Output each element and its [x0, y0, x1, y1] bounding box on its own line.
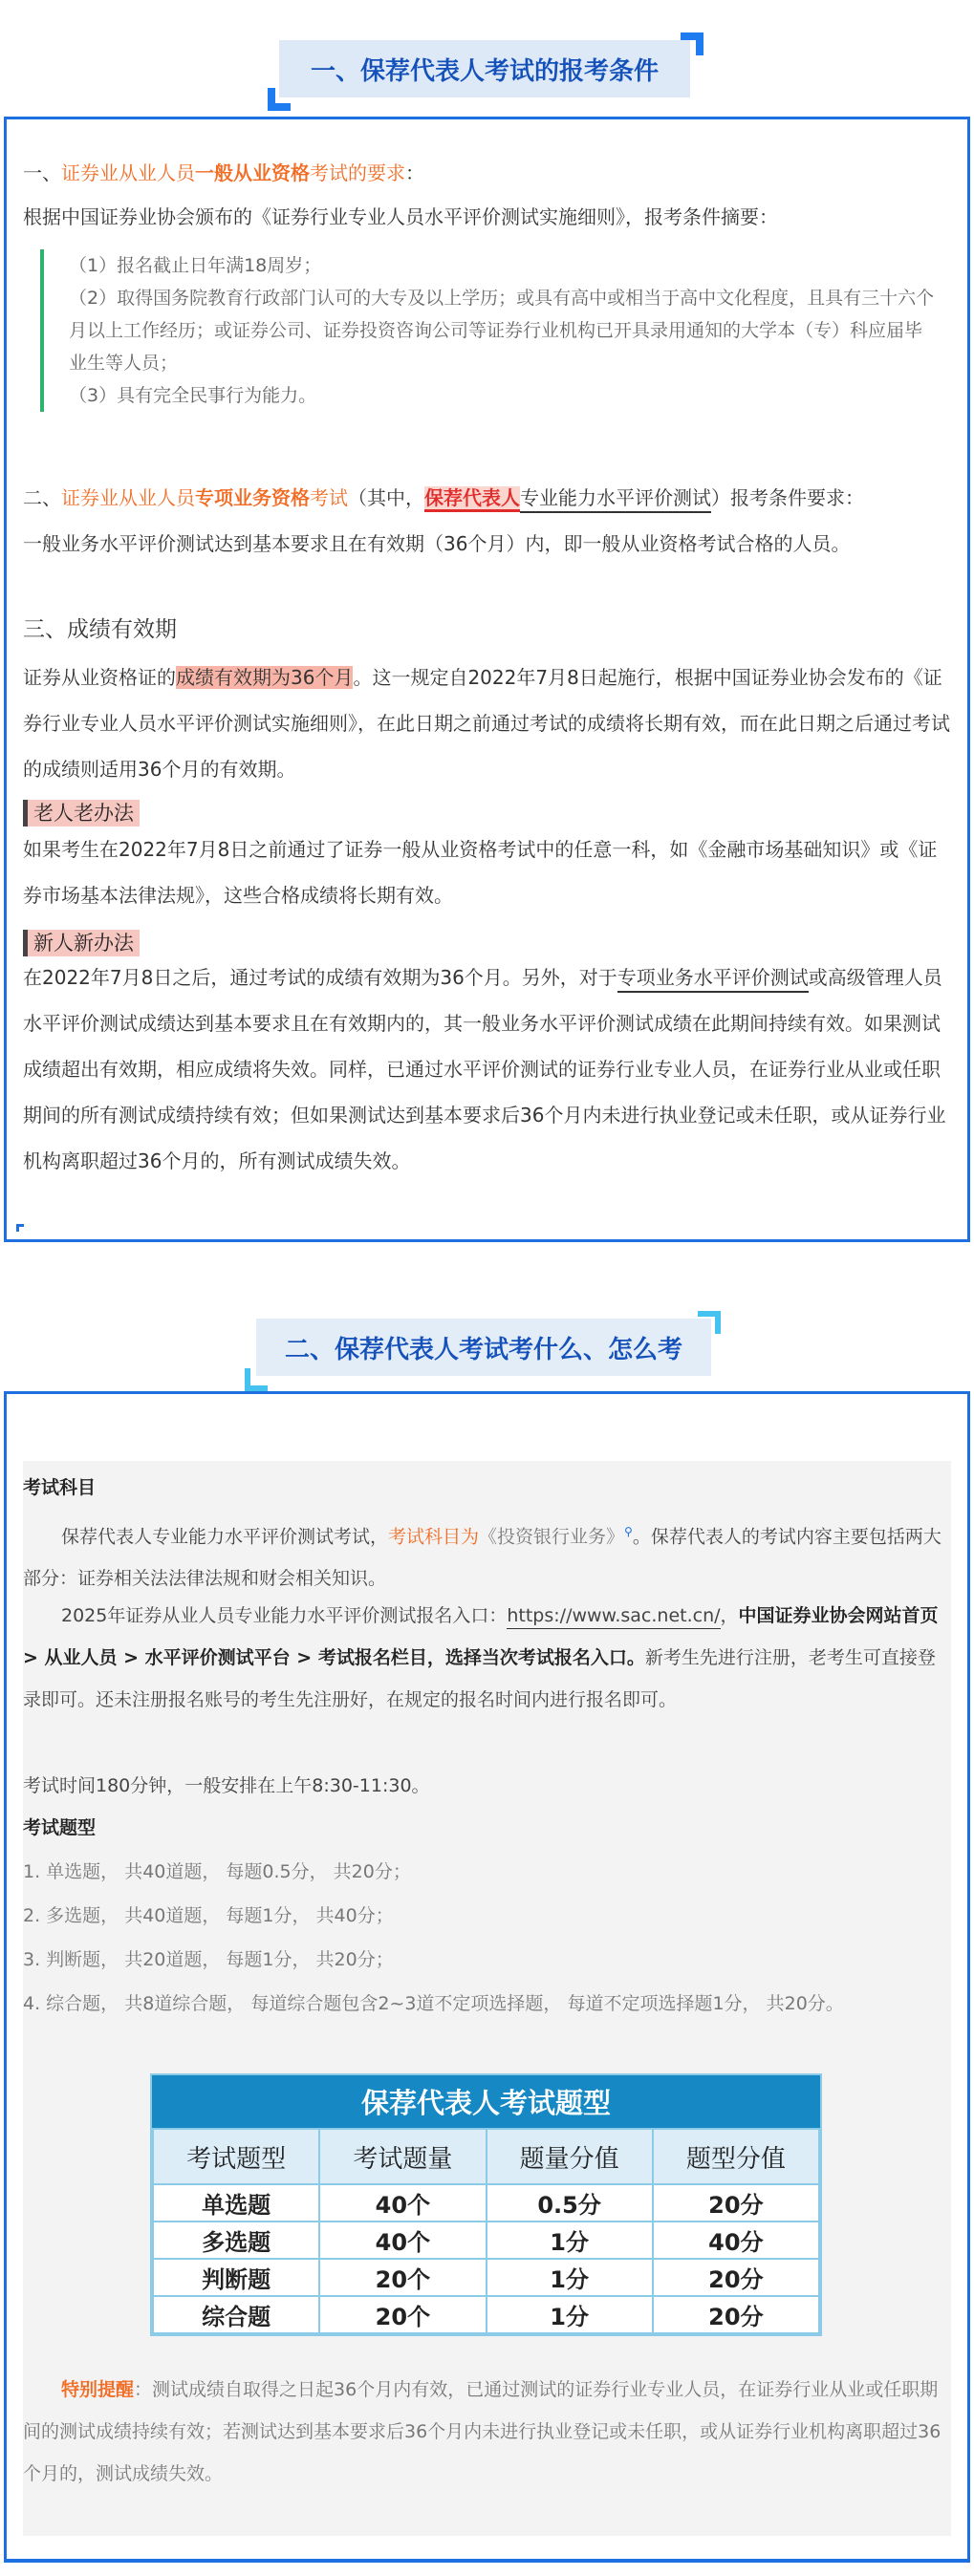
table-cell: 1分 [487, 2222, 653, 2259]
question-type-heading: 考试题型 [23, 1817, 97, 1838]
table-header-row [153, 2129, 819, 2184]
table-cell: 20个 [319, 2259, 486, 2296]
new-rule-paragraph: 在2022年7月8日之后，通过考试的成绩有效期为36个月。另外，对于专项业务水平评价测试或高级管理人员水平评价测试成绩达到基本要求且在有效期内的，其一般业务水平评价测试成绩在此期间持续有效。如果测试成绩超出有效期，相应成绩将失效。同样，已通过水平评价测试的证券行业专业人员，在证券行业从业或任职期间的所有测试成绩持续有效；但如果测试达到基本要求后36个月内未进行执业登记或未任职，或从证券行业机构离职超过36个月的，所有测试成绩失效。 [23, 966, 946, 1172]
new-rule-tag: 新人新办法 [23, 930, 140, 956]
special-reminder: 特别提醒：测试成绩自取得之日起36个月内有效，已通过测试的证券行业专业人员，在证券行业从业或任职期间的测试成绩持续有效；若测试达到基本要求后36个月内未进行执业登记或未任职，或从证券行业机构离职超过36个月的，测试成绩失效。 [23, 2379, 942, 2484]
section1-box [4, 117, 970, 1242]
table-row [153, 2259, 819, 2296]
corner-decoration [698, 1311, 721, 1334]
corner-decoration [16, 1224, 24, 1232]
question-type-item: 2. 多选题， 共40道题， 每题1分， 共40分； [23, 1905, 394, 1926]
validity-heading: 三、成绩有效期 [23, 617, 177, 642]
general-qualification-heading: 一、证券业从业人员一般从业资格考试的要求： [23, 161, 424, 184]
table-cell: 多选题 [153, 2222, 319, 2259]
table-cell: 20分 [653, 2296, 819, 2333]
special-qualification-heading: 二、证券业从业人员专项业务资格考试（其中，保荐代表人专业能力水平评价测试）报考条件要求： [23, 475, 951, 521]
table-cell: 20个 [319, 2296, 486, 2333]
table-cell: 40个 [319, 2184, 486, 2222]
table-header: 考试题量 [319, 2129, 486, 2184]
subject-paragraph: 保荐代表人专业能力水平评价测试考试，考试科目为《投资银行业务》⚲。保荐代表人的考试内容主要包括两大部分：证券相关法法律法规和财会相关知识。 [23, 1525, 942, 1590]
validity-paragraph: 证券从业资格证的成绩有效期为36个月。这一规定自2022年7月8日起施行，根据中国证券业协会发布的《证券行业专业人员水平评价测试实施细则》，在此日期之前通过考试的成绩将长期有效，而在此日期之后通过考试的成绩则适用36个月的有效期。 [23, 666, 950, 781]
table-header: 考试题型 [153, 2129, 319, 2184]
rules-intro: 根据中国证券业协会颁布的《证券行业专业人员水平评价测试实施细则》，报考条件摘要： [23, 205, 778, 228]
question-type-item: 4. 综合题， 共8道综合题， 每道综合题包含2~3道不定项选择题， 每道不定项选择题1分， 共20分。 [23, 1993, 844, 2014]
exam-time: 考试时间180分钟，一般安排在上午8:30-11:30。 [23, 1775, 430, 1796]
section2-header [0, 1298, 974, 1384]
table-row [153, 2222, 819, 2259]
old-rule-paragraph: 如果考生在2022年7月8日之前通过了证券一般从业资格考试中的任意一科，如《金融市场基础知识》或《证券市场基本法律法规》，这些合格成绩将长期有效。 [23, 838, 938, 907]
table-cell: 0.5分 [487, 2184, 653, 2222]
table-cell: 判断题 [153, 2259, 319, 2296]
special-requirement-text: 一般业务水平评价测试达到基本要求且在有效期（36个月）内，即一般从业资格考试合格的人员。 [23, 532, 851, 555]
table-cell: 40分 [653, 2222, 819, 2259]
corner-decoration [681, 32, 703, 55]
question-type-table [150, 2073, 822, 2336]
section1-title: 一、保荐代表人考试的报考条件 [279, 40, 690, 97]
table-row [153, 2296, 819, 2333]
table-row [153, 2184, 819, 2222]
question-type-item: 3. 判断题， 共20道题， 每题1分， 共20分； [23, 1949, 394, 1970]
table-cell: 单选题 [153, 2184, 319, 2222]
question-type-item: 1. 单选题， 共40道题， 每题0.5分， 共20分； [23, 1861, 411, 1882]
condition-item: （3）具有完全民事行为能力。 [69, 385, 317, 406]
table-cell: 1分 [487, 2259, 653, 2296]
registration-paragraph: 2025年证券从业人员专业能力水平评价测试报名入口：https://www.sac.net.cn/，中国证券业协会网站首页 > 从业人员 > 水平评价测试平台 > 考试报名栏目，选择当次考试报名入口。新考生先进行注册，老考生可直接登录即可。还未注册报名账号的考生先注册好，在规定的报名时间内进行报名即可。 [23, 1605, 939, 1710]
old-rule-tag: 老人老办法 [23, 800, 140, 826]
table-cell: 40个 [319, 2222, 486, 2259]
condition-item: （1）报名截止日年满18周岁； [69, 255, 322, 276]
table-cell: 20分 [653, 2259, 819, 2296]
registration-link[interactable]: https://www.sac.net.cn/ [507, 1605, 720, 1629]
table-header: 题量分值 [487, 2129, 653, 2184]
table-cell: 1分 [487, 2296, 653, 2333]
subject-heading: 考试科目 [23, 1477, 97, 1498]
section2-title: 二、保荐代表人考试考什么、怎么考 [256, 1319, 711, 1376]
table-cell: 综合题 [153, 2296, 319, 2333]
table-header: 题型分值 [653, 2129, 819, 2184]
section2-box [4, 1391, 970, 2563]
condition-item: （2）取得国务院教育行政部门认可的大专及以上学历；或具有高中或相当于高中文化程度，且具有三十六个月以上工作经历；或证券公司、证券投资咨询公司等证券行业机构已开具录用通知的大学本（专）科应届毕业生等人员； [69, 288, 935, 374]
section1-header [0, 19, 974, 105]
table-title: 保荐代表人考试题型 [152, 2075, 820, 2128]
search-icon[interactable]: ⚲ [624, 1525, 633, 1538]
conditions-quote [40, 249, 939, 412]
table-cell: 20分 [653, 2184, 819, 2222]
